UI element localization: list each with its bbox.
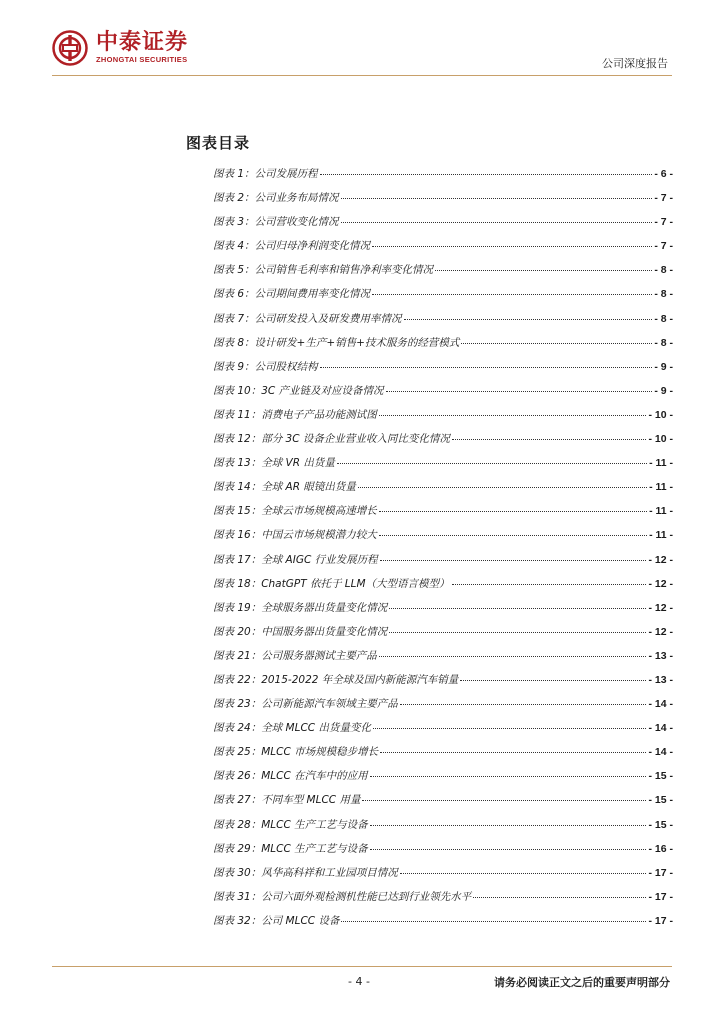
toc-entry-label[interactable]: 图表 10：3C 产业链及对应设备情况 bbox=[213, 384, 384, 397]
toc-entry-page[interactable]: - 15 - bbox=[648, 818, 673, 831]
toc-entry-page[interactable]: - 7 - bbox=[654, 216, 673, 229]
toc-leader-dots bbox=[389, 608, 646, 609]
toc-entry[interactable] bbox=[213, 600, 673, 624]
toc-entry-label[interactable]: 图表 18：ChatGPT 依托于 LLM（大型语言模型） bbox=[213, 577, 450, 590]
zhongtai-logo-icon bbox=[52, 30, 88, 66]
toc-entry[interactable] bbox=[213, 407, 673, 431]
toc-leader-dots bbox=[370, 849, 647, 850]
toc-entry-page[interactable]: - 7 - bbox=[654, 240, 673, 253]
toc-entry-page[interactable]: - 12 - bbox=[648, 601, 673, 614]
toc-entry-label[interactable]: 图表 3：公司营收变化情况 bbox=[213, 216, 339, 229]
toc-entry[interactable] bbox=[213, 383, 673, 407]
toc-entry-label[interactable]: 图表 8：设计研发+生产+销售+技术服务的经营模式 bbox=[213, 336, 460, 349]
toc-leader-dots bbox=[362, 800, 646, 801]
toc-entry[interactable] bbox=[213, 624, 673, 648]
toc-entry-page[interactable]: - 14 - bbox=[648, 698, 673, 711]
toc-title: 图表目录 bbox=[186, 134, 251, 152]
toc-entry-label[interactable]: 图表 2：公司业务布局情况 bbox=[213, 192, 339, 205]
toc-leader-dots bbox=[380, 560, 647, 561]
toc-entry-label[interactable]: 图表 27：不同车型 MLCC 用量 bbox=[213, 794, 361, 807]
toc-entry-page[interactable]: - 8 - bbox=[654, 264, 673, 277]
toc-entry-label[interactable]: 图表 32：公司 MLCC 设备 bbox=[213, 914, 340, 927]
toc-leader-dots bbox=[373, 728, 647, 729]
toc-entry[interactable] bbox=[213, 696, 673, 720]
toc-entry-page[interactable]: - 16 - bbox=[648, 842, 673, 855]
header-divider bbox=[52, 75, 672, 76]
toc-entry-page[interactable]: - 11 - bbox=[649, 505, 673, 518]
toc-leader-dots bbox=[404, 319, 653, 320]
toc-entry-page[interactable]: - 15 - bbox=[648, 794, 673, 807]
toc-entry-label[interactable]: 图表 28：MLCC 生产工艺与设备 bbox=[213, 818, 368, 831]
toc-entry-label[interactable]: 图表 26：MLCC 在汽车中的应用 bbox=[213, 770, 368, 783]
toc-leader-dots bbox=[380, 752, 646, 753]
toc-entry-label[interactable]: 图表 19：全球服务器出货量变化情况 bbox=[213, 601, 388, 614]
toc-entry-label[interactable]: 图表 6：公司期间费用率变化情况 bbox=[213, 288, 371, 301]
toc-entry-page[interactable]: - 10 - bbox=[648, 433, 673, 446]
toc-entry[interactable] bbox=[213, 166, 673, 190]
toc-entry[interactable] bbox=[213, 431, 673, 455]
toc-entry[interactable] bbox=[213, 552, 673, 576]
logo-english-name: ZHONGTAI SECURITIES bbox=[96, 55, 188, 64]
toc-leader-dots bbox=[372, 246, 652, 247]
toc-entry-label[interactable]: 图表 20：中国服务器出货量变化情况 bbox=[213, 625, 388, 638]
toc-entry-label[interactable]: 图表 14：全球 AR 眼镜出货量 bbox=[213, 481, 356, 494]
toc-entry[interactable] bbox=[213, 479, 673, 503]
toc-entry[interactable] bbox=[213, 841, 673, 865]
toc-leader-dots bbox=[341, 198, 653, 199]
toc-entry[interactable] bbox=[213, 455, 673, 479]
toc-entry-page[interactable]: - 11 - bbox=[649, 529, 673, 542]
toc-entry-label[interactable]: 图表 23：公司新能源汽车领域主要产品 bbox=[213, 698, 398, 711]
toc-leader-dots bbox=[400, 873, 647, 874]
toc-entry-page[interactable]: - 13 - bbox=[648, 649, 673, 662]
toc-entry-page[interactable]: - 7 - bbox=[654, 192, 673, 205]
toc-entry[interactable] bbox=[213, 214, 673, 238]
toc-entry-label[interactable]: 图表 22：2015-2022 年全球及国内新能源汽车销量 bbox=[213, 673, 459, 686]
toc-entry-page[interactable]: - 14 - bbox=[648, 722, 673, 735]
toc-entry[interactable] bbox=[213, 359, 673, 383]
toc-leader-dots bbox=[379, 415, 647, 416]
toc-leader-dots bbox=[379, 511, 647, 512]
toc-leader-dots bbox=[460, 680, 646, 681]
toc-entry[interactable] bbox=[213, 744, 673, 768]
toc-leader-dots bbox=[379, 656, 647, 657]
toc-entry[interactable] bbox=[213, 792, 673, 816]
toc-entry-page[interactable]: - 12 - bbox=[648, 553, 673, 566]
toc-entry[interactable] bbox=[213, 190, 673, 214]
page-number: - 4 - bbox=[348, 975, 370, 988]
toc-entry[interactable] bbox=[213, 503, 673, 527]
toc-entry-page[interactable]: - 12 - bbox=[648, 577, 673, 590]
toc-entry-page[interactable]: - 17 - bbox=[648, 866, 673, 879]
toc-leader-dots bbox=[370, 776, 647, 777]
toc-entry-label[interactable]: 图表 11：消费电子产品功能测试图 bbox=[213, 408, 377, 421]
toc-entry[interactable] bbox=[213, 913, 673, 937]
toc-leader-dots bbox=[370, 825, 647, 826]
toc-entry[interactable] bbox=[213, 865, 673, 889]
toc-entry[interactable] bbox=[213, 238, 673, 262]
toc-entry-page[interactable]: - 11 - bbox=[649, 481, 673, 494]
toc-entry-page[interactable]: - 8 - bbox=[654, 336, 673, 349]
toc-leader-dots bbox=[341, 222, 653, 223]
toc-leader-dots bbox=[320, 174, 653, 175]
toc-leader-dots bbox=[358, 487, 647, 488]
footer-divider bbox=[52, 966, 672, 967]
toc-leader-dots bbox=[379, 535, 647, 536]
logo-chinese-name: 中泰证券 bbox=[96, 30, 189, 55]
toc-entry[interactable] bbox=[213, 527, 673, 551]
toc-entry[interactable] bbox=[213, 768, 673, 792]
toc-entry-page[interactable]: - 9 - bbox=[654, 360, 673, 373]
toc-entry-page[interactable]: - 8 - bbox=[654, 312, 673, 325]
toc-entry-page[interactable]: - 10 - bbox=[648, 408, 673, 421]
toc-entry-page[interactable]: - 9 - bbox=[654, 384, 673, 397]
toc-leader-dots bbox=[452, 439, 647, 440]
toc-entry-label[interactable]: 图表 30：风华高科祥和工业园项目情况 bbox=[213, 866, 398, 879]
toc-entry-page[interactable]: - 8 - bbox=[654, 288, 673, 301]
toc-entry-label[interactable]: 图表 29：MLCC 生产工艺与设备 bbox=[213, 842, 368, 855]
toc-entry-label[interactable]: 图表 12：部分 3C 设备企业营业收入同比变化情况 bbox=[213, 433, 450, 446]
toc-entry-page[interactable]: - 12 - bbox=[648, 625, 673, 638]
toc-entry[interactable] bbox=[213, 576, 673, 600]
toc-entry-label[interactable]: 图表 17：全球 AIGC 行业发展历程 bbox=[213, 553, 378, 566]
toc-entry-label[interactable]: 图表 31：公司六面外观检测机性能已达到行业领先水平 bbox=[213, 890, 472, 903]
toc-entry-page[interactable]: - 6 - bbox=[654, 168, 673, 180]
toc-leader-dots bbox=[473, 897, 646, 898]
page-header bbox=[0, 0, 724, 80]
company-logo bbox=[52, 30, 188, 66]
toc-entry-label[interactable]: 图表 1：公司发展历程 bbox=[213, 168, 318, 180]
toc-entry-page[interactable]: - 15 - bbox=[648, 770, 673, 783]
footer-disclaimer: 请务必阅读正文之后的重要声明部分 bbox=[494, 976, 670, 989]
toc-entry-page[interactable]: - 13 - bbox=[648, 673, 673, 686]
toc-entry-label[interactable]: 图表 9：公司股权结构 bbox=[213, 360, 318, 373]
toc-entry-label[interactable]: 图表 25：MLCC 市场规模稳步增长 bbox=[213, 746, 379, 759]
toc-entry[interactable] bbox=[213, 817, 673, 841]
toc-entry[interactable] bbox=[213, 311, 673, 335]
toc-entry-label[interactable]: 图表 13：全球 VR 出货量 bbox=[213, 457, 335, 470]
toc-leader-dots bbox=[452, 584, 647, 585]
toc-leader-dots bbox=[389, 632, 646, 633]
toc-leader-dots bbox=[461, 343, 652, 344]
toc-entry[interactable] bbox=[213, 286, 673, 310]
toc-entry[interactable] bbox=[213, 648, 673, 672]
toc-entry-page[interactable]: - 14 - bbox=[648, 746, 673, 759]
toc-leader-dots bbox=[320, 367, 653, 368]
toc-entry[interactable] bbox=[213, 335, 673, 359]
toc-entry-label[interactable]: 图表 16：中国云市场规模潜力较大 bbox=[213, 529, 377, 542]
report-type-label: 公司深度报告 bbox=[602, 57, 668, 70]
toc-leader-dots bbox=[386, 391, 653, 392]
toc-leader-dots bbox=[400, 704, 647, 705]
toc-entry[interactable] bbox=[213, 720, 673, 744]
toc-leader-dots bbox=[341, 921, 646, 922]
toc-entry-label[interactable]: 图表 4：公司归母净利润变化情况 bbox=[213, 240, 371, 253]
toc-entry-page[interactable]: - 17 - bbox=[648, 890, 673, 903]
toc-entry[interactable] bbox=[213, 672, 673, 696]
toc-entry-label[interactable]: 图表 15：全球云市场规模高速增长 bbox=[213, 505, 377, 518]
toc-entry-page[interactable]: - 11 - bbox=[649, 457, 673, 470]
toc-entry-label[interactable]: 图表 7：公司研发投入及研发费用率情况 bbox=[213, 312, 402, 325]
toc-leader-dots bbox=[435, 270, 652, 271]
toc-leader-dots bbox=[337, 463, 647, 464]
toc-entry-label[interactable]: 图表 5：公司销售毛利率和销售净利率变化情况 bbox=[213, 264, 434, 277]
toc-entry[interactable] bbox=[213, 889, 673, 913]
toc-entry[interactable] bbox=[213, 262, 673, 286]
toc-entry-label[interactable]: 图表 21：公司服务器测试主要产品 bbox=[213, 649, 377, 662]
toc-list bbox=[213, 166, 673, 937]
toc-entry-page[interactable]: - 17 - bbox=[648, 914, 673, 927]
toc-leader-dots bbox=[372, 294, 652, 295]
toc-entry-label[interactable]: 图表 24：全球 MLCC 出货量变化 bbox=[213, 722, 371, 735]
